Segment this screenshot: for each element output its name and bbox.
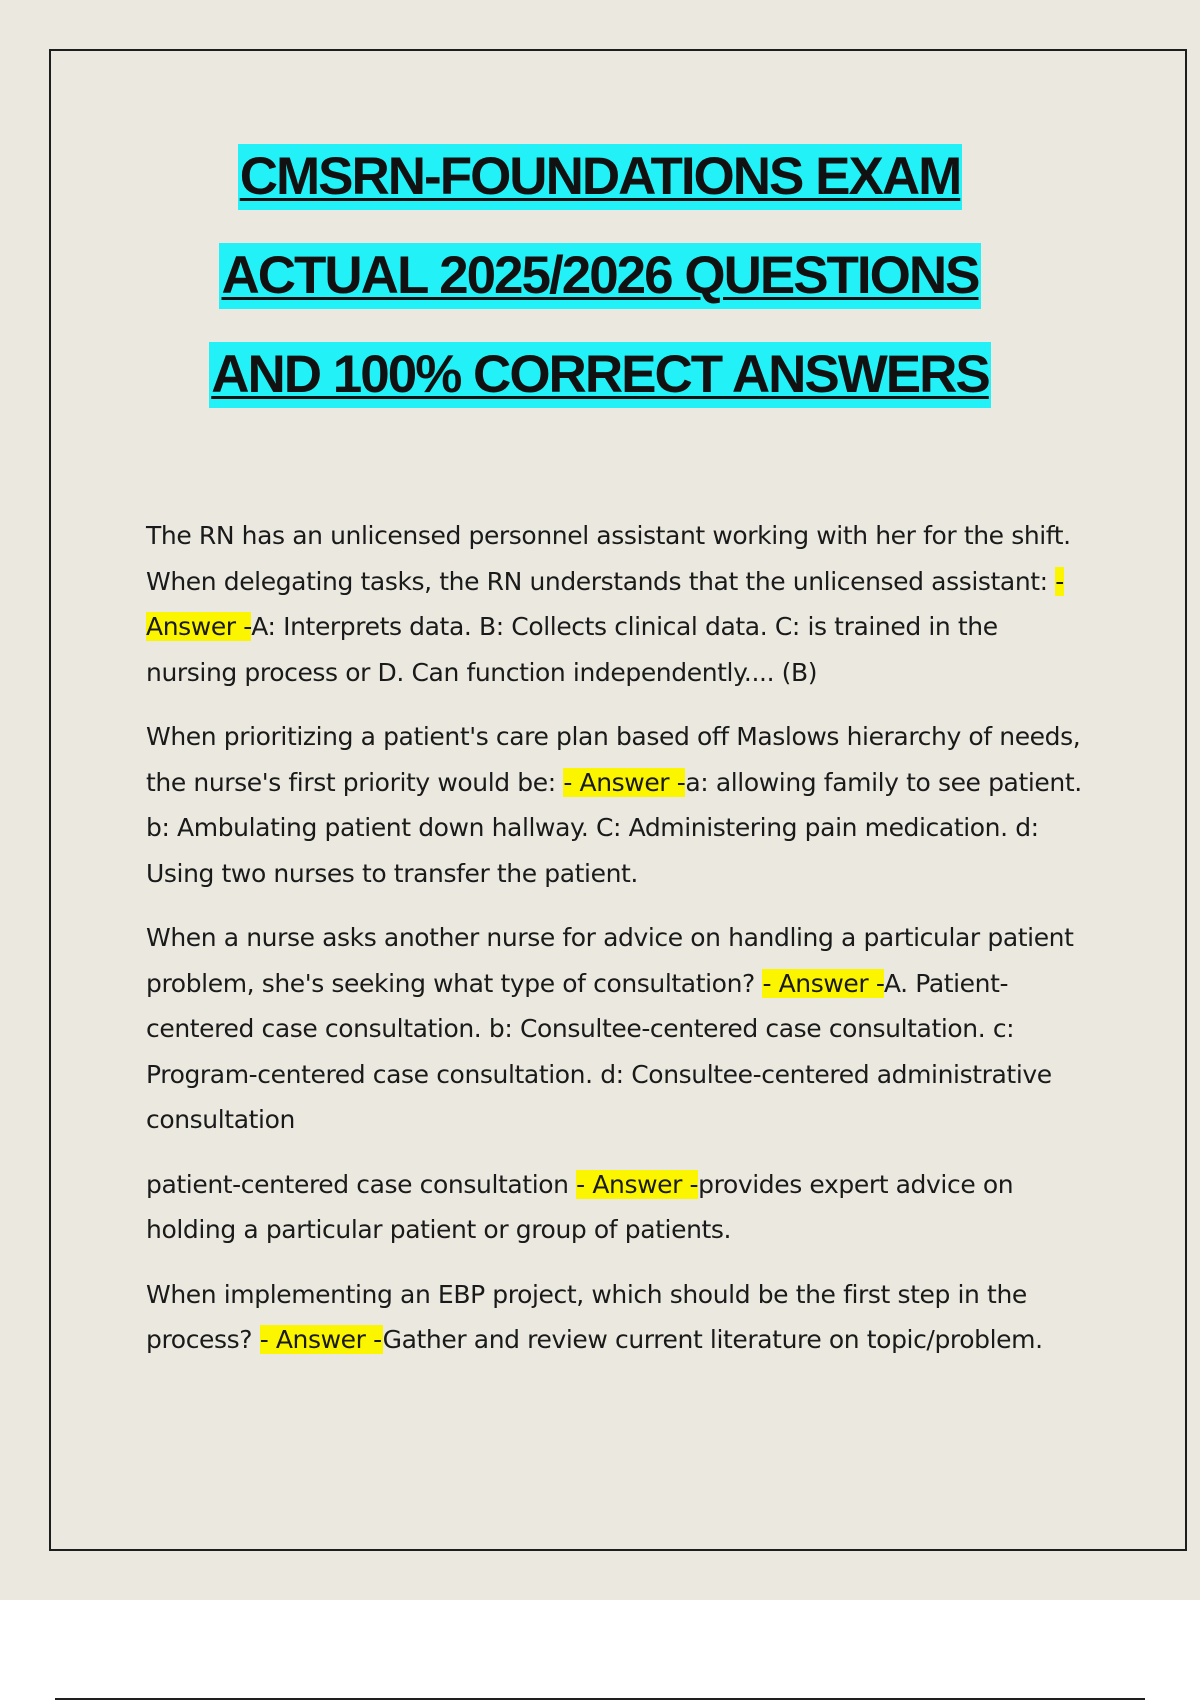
title-line [0, 239, 1200, 338]
answer-text: A: Interprets data. B: Collects clinical data. C: is trained in the nursing process or D. Can function independently.... (B) [146, 612, 998, 687]
qa-item [146, 1272, 1096, 1363]
qa-item [146, 915, 1096, 1143]
qa-item [146, 714, 1096, 896]
title-line-2: ACTUAL 2025/2026 QUESTIONS [219, 243, 980, 309]
question-text: The RN has an unlicensed personnel assistant working with her for the shift. When delegating tasks, the RN understands that the unlicensed assistant: [146, 521, 1071, 596]
qa-item [146, 513, 1096, 695]
answer-label: - Answer - [762, 968, 884, 998]
qa-list [146, 513, 1096, 1382]
question-text: patient-centered case consultation [146, 1169, 577, 1199]
question-text: When prioritizing a patient's care plan based off Maslows hierarchy of needs, the nurse's first priority would be: [146, 722, 1081, 797]
answer-text: provides expert advice on holding a particular patient or group of patients. [146, 1169, 1014, 1244]
answer-text: Gather and review current literature on topic/problem. [382, 1325, 1043, 1354]
answer-label: - Answer - [563, 767, 686, 797]
question-text: When implementing an EBP project, which should be the first step in the process? [146, 1279, 1027, 1354]
qa-item [146, 1162, 1096, 1253]
answer-text: A. Patient-centered case consultation. b: Consultee-centered case consultation. c: Program-centered case consultation. d: Consultee-centered administrative consultation [146, 968, 1052, 1134]
answer-text: a: allowing family to see patient. b: Ambulating patient down hallway. C: Administering pain medication. d: Using two nurses to transfer the patient. [146, 767, 1082, 888]
title-line [0, 140, 1200, 239]
title-line-1: CMSRN-FOUNDATIONS EXAM [238, 144, 963, 210]
answer-label: - Answer - [576, 1169, 699, 1199]
answer-label: - Answer - [146, 566, 1064, 641]
question-text: When a nurse asks another nurse for advice on handling a particular patient problem, she's seeking what type of consultation? [146, 923, 1074, 998]
document-title [0, 140, 1200, 437]
title-line [0, 338, 1200, 437]
answer-label: - Answer - [259, 1325, 383, 1354]
title-line-3: AND 100% CORRECT ANSWERS [209, 342, 991, 408]
